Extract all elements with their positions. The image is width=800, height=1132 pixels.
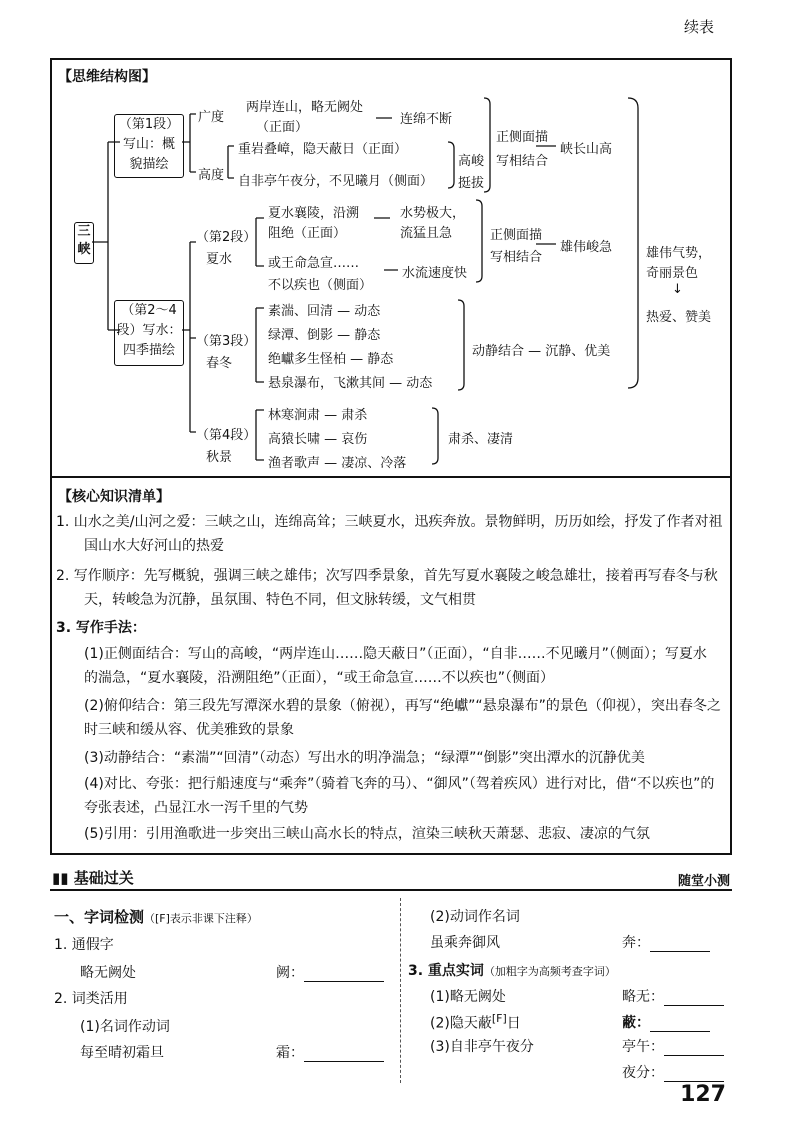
item2a-answer (276, 1042, 384, 1062)
answer-blank[interactable] (650, 937, 710, 952)
item2b-answer (622, 932, 710, 952)
p1-a1b: （正面） (256, 120, 309, 135)
item3 (408, 960, 616, 980)
gaodu-label: 高度 (198, 168, 225, 183)
p1-c2: 写相结合 (496, 154, 549, 169)
p3-result: 动静结合 — 沉静、优美 (472, 344, 611, 359)
p2-c3: 雄伟峻急 (560, 240, 613, 255)
p3-label2: 春冬 (206, 356, 233, 371)
answer-blank[interactable] (664, 1067, 724, 1082)
item3c-key1: 亭午： (622, 1039, 664, 1055)
knowledge-line: (4)对比、夸张：把行船速度与“乘奔”（骑着飞奔的马）、“御风”（驾着疾风）进行对比，借“不以疾也”的 (84, 776, 715, 792)
item3b-sup: [F] (491, 1012, 507, 1025)
p4-label1: （第4段） (196, 428, 257, 443)
knowledge-line: (2)俯仰结合：第三段先写潭深水碧的景象（俯视），再写“绝巘”“悬泉瀑布”的景色（仰视），突出春冬之 (84, 698, 721, 714)
p3-label1: （第3段） (196, 334, 257, 349)
item2a-phrase: 每至晴初霜旦 (80, 1045, 164, 1061)
p1-c3: 峡长山高 (560, 142, 613, 157)
item3b (430, 1012, 521, 1033)
knowledge-line: (1)正侧面结合：写山的高峻，“两岸连山……隐天蔽日”（正面），“自非……不见曦月”（侧面）；写夏水 (84, 646, 707, 662)
final-c: 热爱、赞美 (646, 310, 712, 325)
item1: 1. 通假字 (54, 937, 114, 953)
p1-b1: 重岩叠嶂，隐天蔽日（正面） (238, 142, 408, 157)
paragraph2-line: 四季描绘 (122, 343, 175, 358)
root-node: 三峡 (74, 222, 94, 264)
book-icon: ▮▮ (52, 869, 74, 887)
item3a-key: 略无： (622, 989, 664, 1005)
item2b-key: 奔： (622, 935, 650, 951)
p3-row: 素湍、回清 — 动态 (268, 304, 381, 319)
p2-b3: 水流速度快 (402, 266, 468, 281)
p2-b1: 或王命急宣…… (268, 256, 360, 271)
knowledge-line: 国山水大好河山的热爱 (84, 538, 224, 554)
item3b-answer (622, 1012, 710, 1032)
p2-a2: 阻绝（正面） (268, 226, 347, 241)
knowledge-line: 2. 写作顺序：先写概貌，强调三峡之雄伟；次写四季景象，首先写夏水襄陵之峻急雄壮，接着再写春冬与秋 (56, 568, 718, 584)
knowledge-line: 3. 写作手法： (56, 620, 146, 636)
p4-row: 高猿长啸 — 哀伤 (268, 432, 368, 447)
knowledge-line: (5)引用：引用渔歌进一步突出三峡山高水长的特点，渲染三峡秋天萧瑟、悲寂、凄凉的气氛 (84, 826, 650, 842)
p3-row: 绿潭、倒影 — 静态 (268, 328, 381, 343)
item2a: (1)名词作动词 (80, 1019, 170, 1035)
final-b: 奇丽景色 (646, 266, 699, 281)
item3-text: 3. 重点实词 (408, 963, 484, 979)
p2-label2: 夏水 (206, 252, 233, 267)
answer-blank[interactable] (304, 967, 384, 982)
paragraph1-line: 貌描绘 (129, 157, 169, 172)
paragraph2-line: 段）写水： (116, 323, 182, 338)
paragraph2-line: （第2～4 (121, 303, 177, 318)
p2-c1: 正侧面描 (490, 228, 543, 243)
item2b: (2)动词作名词 (430, 909, 520, 925)
paragraph1-line: （第1段） (118, 117, 180, 132)
knowledge-header: 【核心知识清单】 (58, 489, 170, 505)
paragraph2-4-box (114, 300, 184, 366)
p3-row: 绝巘多生怪柏 — 静态 (268, 352, 394, 367)
practice-title-text: 基础过关 (73, 869, 134, 887)
knowledge-line: 夸张表述，凸显江水一泻千里的气势 (84, 800, 308, 816)
p2-b2: 不以疾也（侧面） (268, 278, 373, 293)
down-arrow-icon: ↓ (672, 282, 683, 297)
item1-answer (276, 962, 384, 982)
p3-row: 悬泉瀑布，飞漱其间 — 动态 (268, 376, 433, 391)
item1-key: 阙： (276, 965, 304, 981)
column-divider (400, 898, 402, 1083)
answer-blank[interactable] (650, 1017, 710, 1032)
p1-b2: 自非亭午夜分，不见曦月（侧面） (238, 174, 434, 189)
section1-note: （[F]表示非课下注释） (144, 912, 258, 925)
item3a: (1)略无阙处 (430, 989, 506, 1005)
p4-label2: 秋景 (206, 450, 233, 465)
p1-b3: 高峻 (458, 154, 485, 169)
item3b-text: (2)隐天蔽 (430, 1015, 492, 1032)
page-number: 127 (680, 1082, 726, 1107)
knowledge-line: 天，转峻急为沉静，虽氛围、特色不同，但文脉转缓，文气相贯 (84, 592, 476, 608)
continued-label: 续表 (683, 18, 714, 36)
p4-row: 林寒涧肃 — 肃杀 (268, 408, 368, 423)
item3c: (3)自非亭午夜分 (430, 1039, 534, 1055)
p2-a3: 水势极大， (400, 206, 466, 221)
answer-blank[interactable] (304, 1047, 384, 1062)
p1-c1: 正侧面描 (496, 130, 549, 145)
p2-a4: 流猛且急 (400, 226, 453, 241)
item3c-answer2 (622, 1062, 724, 1082)
final-a: 雄伟气势， (646, 246, 712, 261)
knowledge-line: 时三峡和缓从容、优美雅致的景象 (84, 722, 294, 738)
p2-c2: 写相结合 (490, 250, 543, 265)
item3b-key: 蔽： (622, 1015, 650, 1031)
p1-b4: 挺拔 (458, 176, 485, 191)
answer-blank[interactable] (664, 991, 724, 1006)
section1-title (54, 906, 258, 927)
p4-row: 渔者歌声 — 凄凉、冷落 (268, 456, 407, 471)
paragraph1-line: 写山：概 (122, 137, 175, 152)
paragraph1-box (114, 114, 184, 178)
item2: 2. 词类活用 (54, 991, 128, 1007)
p4-result: 肃杀、凄清 (448, 432, 514, 447)
practice-title-bar (50, 867, 732, 891)
p1-a1: 两岸连山，略无阙处 (246, 100, 364, 115)
p2-label1: （第2段） (196, 230, 257, 245)
item3-note: （加粗字为高频考查字词） (483, 965, 616, 978)
item2b-phrase: 虽乘奔御风 (430, 935, 500, 951)
guangdu-label: 广度 (198, 110, 225, 125)
practice-tag: 随堂小测 (677, 874, 730, 889)
item3c-answer1 (622, 1036, 724, 1056)
section1-title-text: 一、字词检测 (54, 908, 145, 926)
knowledge-line: (3)动静结合：“素湍”“回清”（动态）写出水的明净湍急；“绿潭”“倒影”突出潭水的沉静优美 (84, 750, 645, 766)
item2a-key: 霜： (276, 1045, 304, 1061)
knowledge-line: 1. 山水之美/山河之爱：三峡之山，连绵高耸；三峡夏水，迅疾奔放。景物鲜明，历历如绘，抒发了作者对祖 (56, 514, 723, 530)
answer-blank[interactable] (664, 1041, 724, 1056)
mindmap-header: 【思维结构图】 (58, 69, 156, 85)
item3c-key2: 夜分： (622, 1065, 664, 1081)
item3b-end: 日 (506, 1015, 521, 1032)
item3a-answer (622, 986, 724, 1006)
knowledge-line: 的湍急，“夏水襄陵，沿溯阻绝”（正面），“或王命急宣……不以疾也”（侧面） (84, 670, 555, 686)
practice-title (52, 867, 134, 888)
p1-a2: 连绵不断 (400, 112, 453, 127)
item1-phrase: 略无阙处 (80, 965, 136, 981)
p2-a1: 夏水襄陵，沿溯 (268, 206, 360, 221)
